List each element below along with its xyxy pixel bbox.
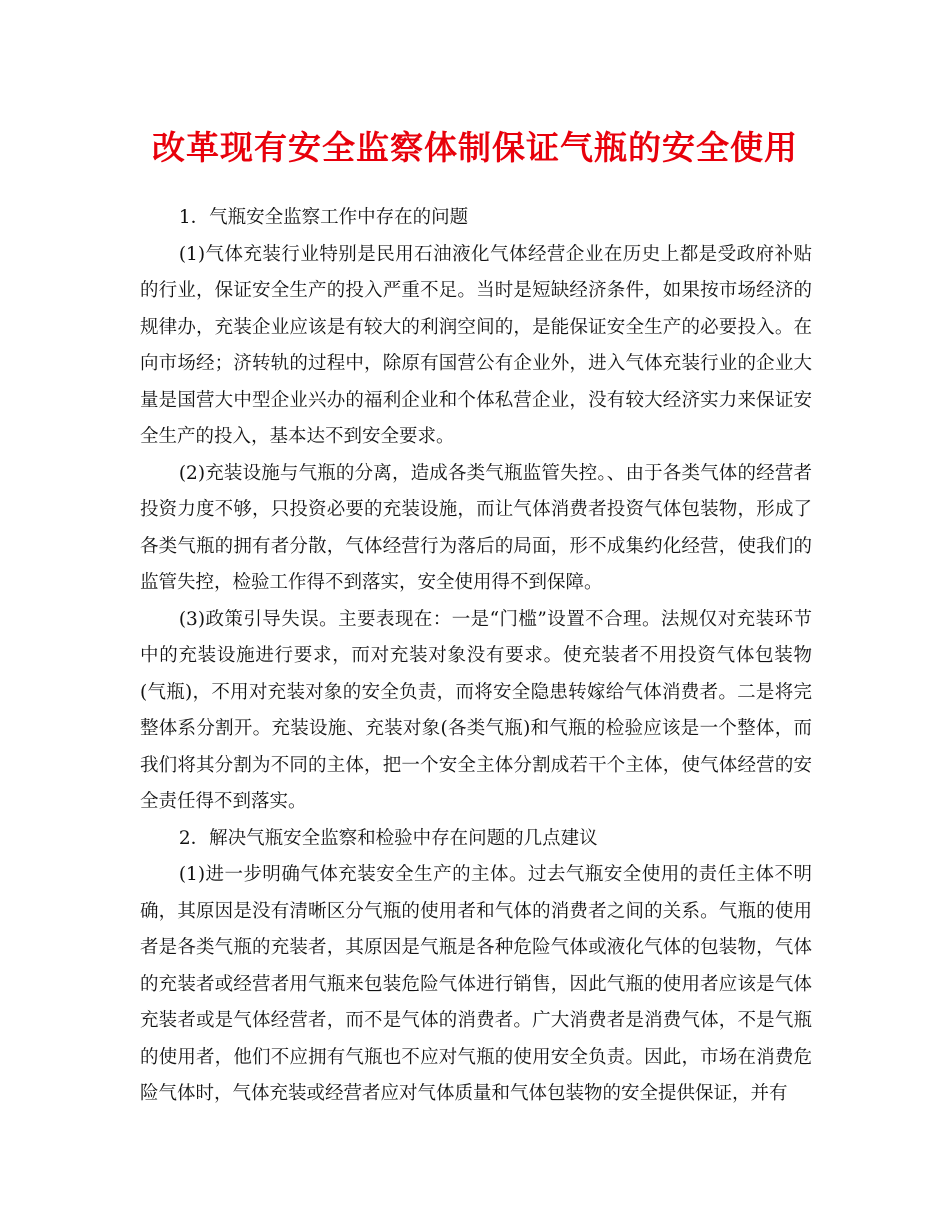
paragraph-1-2: (2)充装设施与气瓶的分离，造成各类气瓶监管失控。、由于各类气体的经营者投资力度不够，只投资必要的充装设施，而让气体消费者投资气体包装物，形成了各类气瓶的拥有者分散，气体经营行为落后的局面，形不成集约化经营，使我们的监管失控，检验工作得不到落实，安全使用得不到保障。 <box>140 462 812 593</box>
paragraph-1-3: (3)政策引导失误。主要表现在：一是“门槛”设置不合理。法规仅对充装环节中的充装设施进行要求，而对充装对象没有要求。使充装者不用投资气体包装物(气瓶)，不用对充装对象的安全负责，而将安全隐患转嫁给气体消费者。二是将完整体系分割开。充装设施、充装对象(各类气瓶)和气瓶的检验应该是一个整体，而我们将其分割为不同的主体，把一个安全主体分割成若干个主体，使气体经营的安全责任得不到落实。 <box>140 608 812 812</box>
document-body <box>140 200 812 1113</box>
section-heading-1: 1．气瓶安全监察工作中存在的问题 <box>178 207 469 228</box>
document-title: 改革现有安全监察体制保证气瓶的安全使用 <box>152 128 798 167</box>
section-heading-2: 2．解决气瓶安全监察和检验中存在问题的几点建议 <box>178 827 598 849</box>
paragraph-2-1: (1)进一步明确气体充装安全生产的主体。过去气瓶安全使用的责任主体不明确，其原因是没有清晰区分气瓶的使用者和气体的消费者之间的关系。气瓶的使用者是各类气瓶的充装者，其原因是气瓶是各种危险气体或液化气体的包装物，气体的充装者或经营者用气瓶来包装危险气体进行销售，因此气瓶的使用者应该是气体充装者或是气体经营者，而不是气体的消费者。广大消费者是消费气体，不是气瓶的使用者，他们不应拥有气瓶也不应对气瓶的使用安全负责。因此，市场在消费危险气体时，气体充装或经营者应对气体质量和气体包装物的安全提供保证，并有 <box>140 864 812 1104</box>
paragraph-1-1: (1)气体充装行业特别是民用石油液化气体经营企业在历史上都是受政府补贴的行业，保证安全生产的投入严重不足。当时是短缺经济条件，如果按市场经济的规律办，充装企业应该是有较大的利润空间的，是能保证安全生产的必要投入。在向市场经；济转轨的过程中，除原有国营公有企业外，进入气体充装行业的企业大量是国营大中型企业兴办的福利企业和个体私营企业，没有较大经济实力来保证安全生产的投入，基本达不到安全要求。 <box>140 243 812 447</box>
